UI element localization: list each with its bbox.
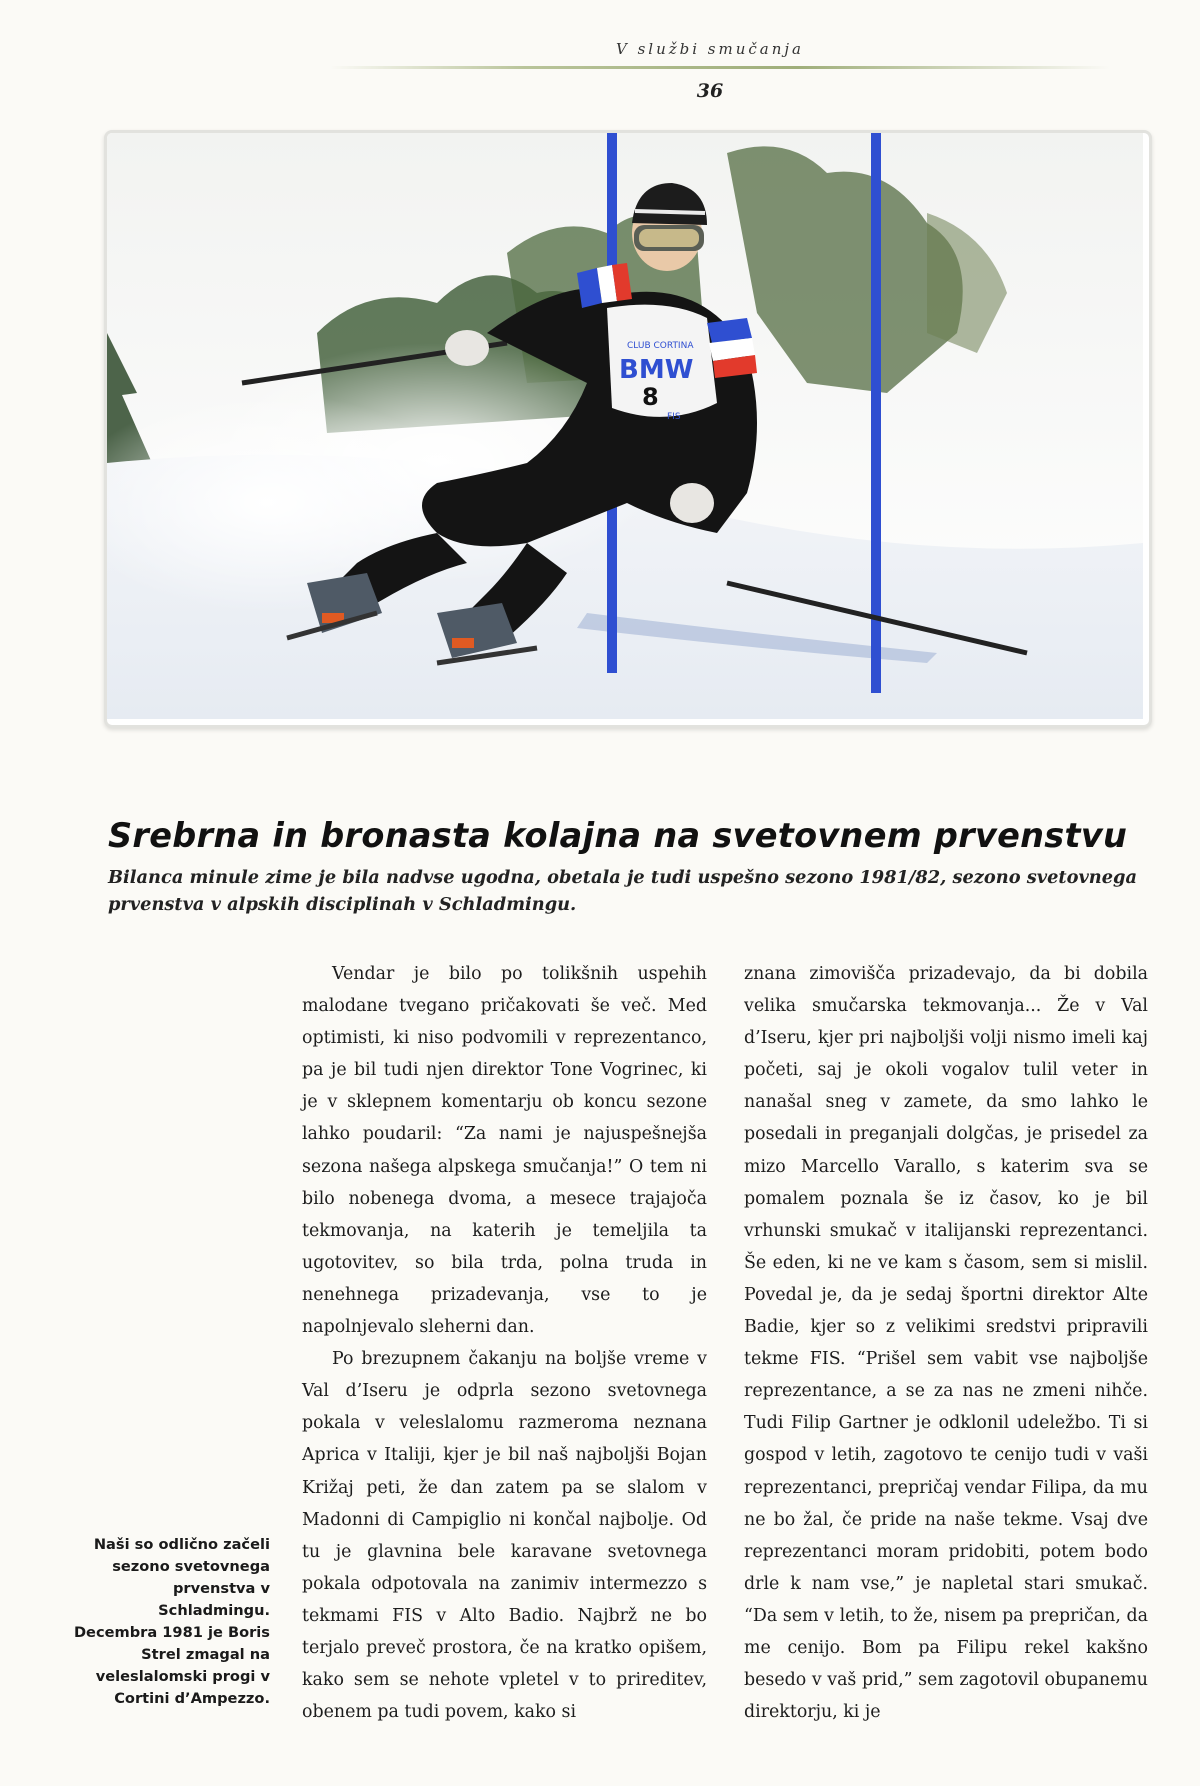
slalom-skier-photo: [104, 130, 1152, 728]
paragraph: Po brezupnem čakanju na boljše vreme v Val d’Iseru je odprla sezono svetovnega pokala v veleslalomu razmeroma neznana Aprica v Italiji, kjer je bil naš najboljši Bojan Križaj peti, že dan zatem pa se slalom v Madonni di Campiglio ni končal najbolje. Od tu je glavnina bele karavane svetovnega pokala odpotovala na zanimiv intermezzo s tekmami FIS v Alto Badio. Najbrž ne bo terjalo preveč prostora, če na kratko opišem, kako sem se nehote vpletel v to prireditev, obenem pa tudi povem, kako si: [302, 1349, 707, 1723]
photo-caption: Naši so odlično začeli sezono svetovnega prvenstva v Schladmingu. Decembra 1981 je Boris Strel zmagal na veleslalomski progi v Cortini d’Ampezzo.: [73, 1536, 270, 1707]
svg-text:FIS: FIS: [667, 412, 681, 422]
article-subhead: Bilanca minule zime je bila nadvse ugodna, obetala je tudi uspešno sezono 1981/82, sezono svetovnega prvenstva v alpskih disciplinah v Schladmingu.: [108, 867, 1138, 915]
header-rule: [330, 66, 1110, 69]
skier-slalom-photo-icon: [107, 133, 1143, 719]
running-head: V službi smučanja: [615, 40, 804, 58]
svg-text:BMW: BMW: [619, 355, 694, 385]
article-headline: Srebrna in bronasta kolajna na svetovnem prvenstvu: [108, 816, 1128, 855]
svg-text:CLUB CORTINA: CLUB CORTINA: [627, 341, 694, 351]
page-number: 36: [696, 80, 724, 102]
text-column-1: [302, 958, 707, 1728]
svg-text:8: 8: [642, 383, 659, 411]
paragraph: znana zimovišča prizadevajo, da bi dobila velika smučarska tekmovanja... Že v Val d’Iseru, kjer pri najboljši volji nismo imeli kaj početi, saj je okoli vogalov tulil veter in nanašal sneg v zamete, da smo lahko le posedali in preganjali dolgčas, je prisedel za mizo Marcello Varallo, s katerim sva se pomalem poznala še iz časov, ko je bil vrhunski smukač v italijanski reprezentanci. Še eden, ki ne ve kam s časom, sem si mislil. Povedal je, da je sedaj športni direktor Alte Badie, kjer so z velikimi sredstvi pripravili tekme FIS. “Prišel sem vabit vse najboljše reprezentance, a se za nas ne zmeni nihče. Tudi Filip Gartner je odklonil udeležbo. Ti si gospod v letih, zagotovo te cenijo tudi v vaši reprezentanci, prepričaj vendar Filipa, da mu ne bo žal, če pride na naše tekme. Vsaj dve reprezentanci moram pridobiti, potem bodo drle k nam vse,” je napletal stari smukač. “Da sem v letih, to že, nisem pa prepričan, da me cenijo. Bom pa Filipu rekel kakšno besedo v vaš prid,” sem zagotovil obupanemu direktorju, ki je: [744, 964, 1148, 1723]
paragraph: Vendar je bilo po tolikšnih uspehih malodane tvegano pričakovati še več. Med optimisti, ki niso podvomili v reprezentanco, pa je bil tudi njen direktor Tone Vogrinec, ki je v sklepnem komentarju ob koncu sezone lahko poudaril: “Za nami je najuspešnejša sezona našega alpskega smučanja!” O tem ni bilo nobenega dvoma, a mesece trajajoča tekmovanja, na katerih je temeljila ta ugotovitev, so bila trda, polna truda in nenehnega prizadevanja, vse to je napolnjevalo sleherni dan.: [302, 964, 707, 1338]
text-column-2: [744, 958, 1148, 1728]
